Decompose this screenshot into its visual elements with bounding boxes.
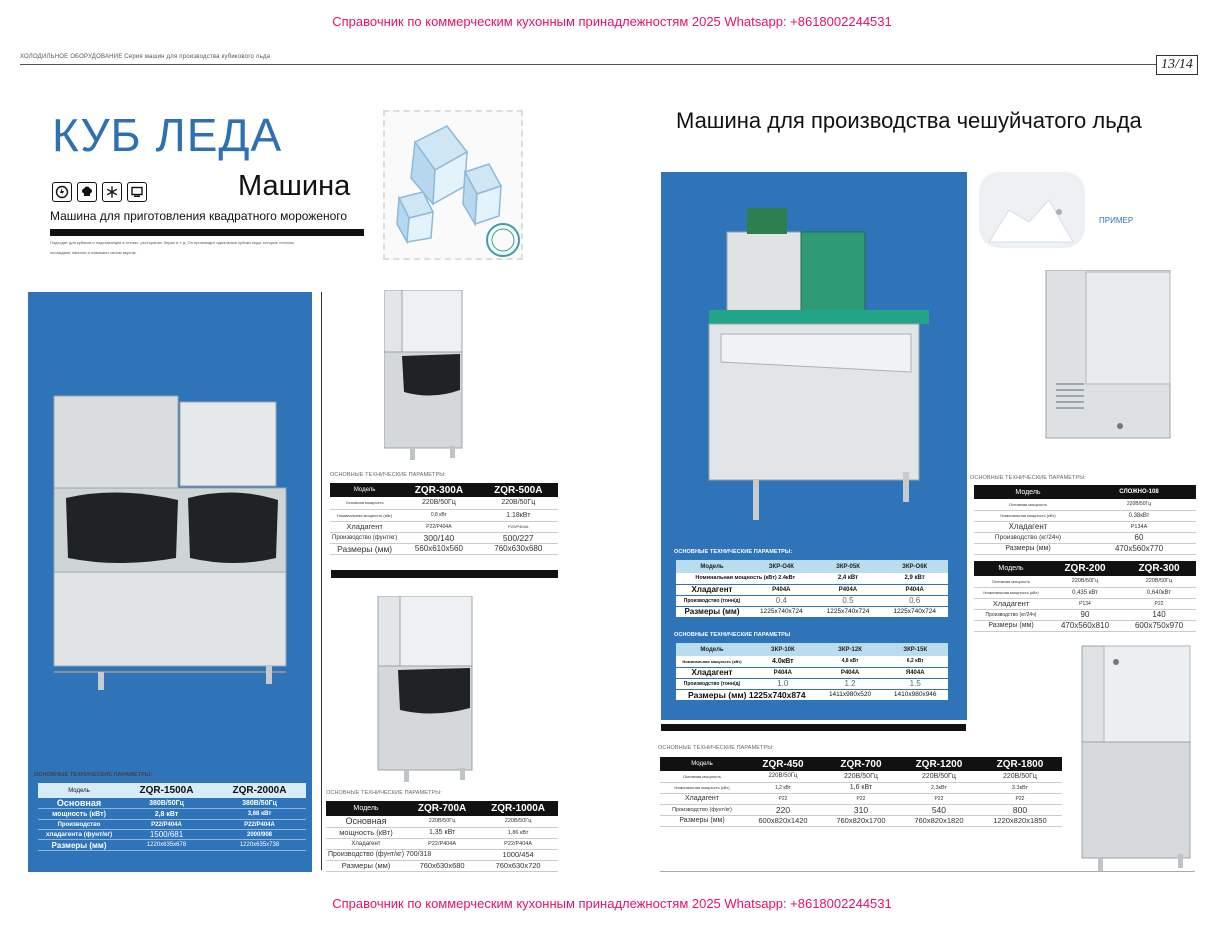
table-cell: 220В/50Гц <box>479 497 558 509</box>
tall-ice-machine-image <box>1078 644 1196 874</box>
table-cell: P134A <box>1082 521 1196 532</box>
feature-icons <box>52 182 147 202</box>
params-label-04k: ОСНОВНЫЕ ТЕХНИЧЕСКИЕ ПАРАМЕТРЫ: <box>674 549 793 555</box>
table-cell: 2,3кВт <box>900 782 978 793</box>
bottom-rule <box>660 871 1195 872</box>
spec-table-slozh <box>974 485 1196 555</box>
spec-table-04k <box>676 560 948 618</box>
table-cell: Производство (фунт/кг) <box>660 804 744 815</box>
header-zqr-450: ZQR-450 <box>744 757 822 771</box>
table-cell: 1411x980x520 <box>818 689 883 700</box>
table-cell: Хладагент <box>676 584 748 595</box>
table-cell: 1,35 кВт <box>406 827 478 838</box>
table-cell: 220В/50Гц <box>822 771 900 782</box>
ice-cubes-image <box>383 110 523 260</box>
table-cell: P22 <box>744 793 822 804</box>
table-cell: Размеры (мм) <box>326 860 406 871</box>
table-cell: 0.6 <box>881 595 948 606</box>
table-cell: 2,8 кВт <box>120 809 213 820</box>
table-cell: 1225x740x724 <box>748 606 815 617</box>
table-cell: 540 <box>900 804 978 815</box>
params-label-300: ОСНОВНЫЕ ТЕХНИЧЕСКИЕ ПАРАМЕТРЫ: <box>330 472 446 478</box>
table-cell: 1,6 кВт <box>822 782 900 793</box>
header-zkr-15k: ЗКР-15К <box>882 643 948 656</box>
table-cell: 0,8 кВт <box>399 509 478 521</box>
undercounter-ice-machine-image <box>1042 270 1172 444</box>
table-cell: Хладагент <box>330 521 399 532</box>
table-cell: Размеры (мм) <box>974 543 1082 554</box>
table-cell: 1.18кВт <box>479 509 558 521</box>
table-cell: 300/140 <box>399 532 478 543</box>
table-cell: P22 <box>900 793 978 804</box>
table-cell: Хладагент <box>660 793 744 804</box>
header-zqr-300a: ZQR-300A <box>399 483 478 497</box>
energy-saving-icon <box>52 182 72 202</box>
table-cell: 1225x740x724 <box>815 606 882 617</box>
table-cell: 140 <box>1122 609 1196 620</box>
header-zkr-04k: ЗКР-О4К <box>748 560 815 573</box>
table-cell: 760x820x1820 <box>900 815 978 826</box>
description-line-1: Подходит для кубиков и подстаканцев в отелях, ресторанах, барах и т. д. Он производит идеальные кубики льда, которые отлично <box>50 240 295 245</box>
spec-table-200 <box>974 561 1196 632</box>
table-cell: 1.5 <box>882 678 948 689</box>
header-zqr-2000a: ZQR-2000A <box>213 783 306 798</box>
left-subtitle: Машина для приготовления квадратного мороженого <box>50 209 348 223</box>
header-slozhno-108: СЛОЖНО-108 <box>1082 485 1196 499</box>
table-cell: 220В/50Гц <box>406 816 478 827</box>
table-cell: 4,8 кВт <box>818 656 883 667</box>
table-cell: 1225x740x724 <box>881 606 948 617</box>
header-zqr-700: ZQR-700 <box>822 757 900 771</box>
params-label-700: ОСНОВНЫЕ ТЕХНИЧЕСКИЕ ПАРАМЕТРЫ: <box>326 790 442 796</box>
header-zkr-06k: ЗКР-О6К <box>881 560 948 573</box>
table-cell: 220 <box>744 804 822 815</box>
table-cell: мощность (кВт) <box>38 809 120 820</box>
table-cell: Основная <box>38 798 120 809</box>
table-cell: P22/P404A <box>406 838 478 849</box>
table-cell: 1220x820x1850 <box>978 815 1062 826</box>
table-cell: Производство (кг/24ч) <box>974 609 1048 620</box>
table-cell: 4.0кВт <box>748 656 818 667</box>
table-cell: 1,2 кВт <box>744 782 822 793</box>
table-cell: P404A <box>815 584 882 595</box>
chef-hat-icon <box>77 182 97 202</box>
machine-word: Машина <box>238 170 351 202</box>
bottom-banner: Справочник по коммерческим кухонным принадлежностям 2025 Whatsapp: +8618002244531 <box>332 896 892 911</box>
table-cell: Размеры (мм) <box>676 606 748 617</box>
table-cell: P22/P404A <box>479 521 558 532</box>
table-cell: Номинальная мощность (кВт) 2.4кВт <box>676 573 815 584</box>
table-cell: Размеры (мм) 1225x740x874 <box>676 689 818 700</box>
header-model: Модель <box>974 561 1048 576</box>
table-cell: 1,86 кВт <box>478 827 558 838</box>
table-cell: 600x820x1420 <box>744 815 822 826</box>
compact-ice-machine-image <box>384 290 464 462</box>
table-cell: 2000/908 <box>213 830 306 840</box>
table-cell: Размеры (мм) <box>974 620 1048 631</box>
table-cell: Основная <box>326 816 406 827</box>
large-ice-machine-image <box>28 382 312 852</box>
header-model: Модель <box>676 560 748 573</box>
table-cell: 2,4 кВт <box>815 573 882 584</box>
spec-table-700 <box>326 801 558 872</box>
table-cell: Хладагент <box>974 598 1048 609</box>
params-label-10k: ОСНОВНЫЕ ТЕХНИЧЕСКИЕ ПАРАМЕТРЫ <box>674 632 791 638</box>
spec-table-10k <box>676 643 948 701</box>
header-divider <box>20 64 1196 65</box>
table-cell: P404A <box>881 584 948 595</box>
table-cell: 600x750x970 <box>1122 620 1196 631</box>
table-cell: 220В/50Гц <box>978 771 1062 782</box>
table-cell: 1410x980x946 <box>882 689 948 700</box>
snowflake-icon <box>102 182 122 202</box>
table-cell: P22 <box>822 793 900 804</box>
flake-ice-machine-image <box>661 172 967 542</box>
description-line-2: охлаждают напитки и освежают своим вкусом. <box>50 250 137 255</box>
table-cell: 560x610x560 <box>399 543 478 554</box>
table-cell: Производство (тонн/д) <box>676 595 748 606</box>
header-zkr-05k: ЗКР-05К <box>815 560 882 573</box>
table-cell: Производство <box>38 820 120 830</box>
table-separator-bar <box>331 570 558 578</box>
table-cell: 470x560x770 <box>1082 543 1196 554</box>
table-cell: Номинальная мощность (кВт) <box>676 656 748 667</box>
header-model: Модель <box>660 757 744 771</box>
table-cell: P22 <box>1122 598 1196 609</box>
table-cell: 3.3кВт <box>978 782 1062 793</box>
table-cell: Производство (фунт/кг) <box>330 532 399 543</box>
table-cell: 1.0 <box>748 678 818 689</box>
flake-ice-title: Машина для производства чешуйчатого льда <box>676 108 1142 133</box>
table-cell: 90 <box>1048 609 1122 620</box>
table-cell: Производство (кг/24ч) <box>974 532 1082 543</box>
table-cell: 1.2 <box>818 678 883 689</box>
table-cell: 1220x635x678 <box>120 840 213 851</box>
header-zqr-700a: ZQR-700A <box>406 801 478 816</box>
spec-table-1500 <box>38 783 306 851</box>
table-cell: Хладагент <box>676 667 748 678</box>
table-cell: 220В/50Гц <box>1122 576 1196 587</box>
table-cell: P404A <box>748 584 815 595</box>
table-cell: Основная мощность <box>974 576 1048 587</box>
header-model: Модель <box>326 801 406 816</box>
params-label-1500: ОСНОВНЫЕ ТЕХНИЧЕСКИЕ ПАРАМЕТРЫ: <box>34 772 153 778</box>
table-cell: Номинальная мощность (кВт) <box>974 587 1048 598</box>
table-cell: 0,435 кВт <box>1048 587 1122 598</box>
table-cell: Основная мощность <box>330 497 399 509</box>
table-cell: Производство (тонн/д) <box>676 678 748 689</box>
table-cell: 0.4 <box>748 595 815 606</box>
table-cell: 6,2 кВт <box>882 656 948 667</box>
table-cell: 220В/50Гц <box>399 497 478 509</box>
subtitle-bar <box>50 229 364 236</box>
header-zqr-300: ZQR-300 <box>1122 561 1196 576</box>
table-cell: P404A <box>748 667 818 678</box>
header-zqr-1200: ZQR-1200 <box>900 757 978 771</box>
table-cell: 0.38кВт <box>1082 510 1196 521</box>
table-cell: Производство (фунт/кг) 700/318 <box>326 849 478 860</box>
table-cell: 760x630x680 <box>406 860 478 871</box>
table-cell: P22/P404A <box>399 521 478 532</box>
table-cell: 310 <box>822 804 900 815</box>
table-cell: 1000/454 <box>478 849 558 860</box>
table-cell: 220В/50Гц <box>900 771 978 782</box>
table-cell: 1220x635x738 <box>213 840 306 851</box>
table-cell: 220В/50Гц <box>1048 576 1122 587</box>
header-zkr-10k: ЗКР-10К <box>748 643 818 656</box>
header-zqr-1000a: ZQR-1000A <box>478 801 558 816</box>
header-model: Модель <box>38 783 120 798</box>
table-cell: мощность (кВт) <box>326 827 406 838</box>
table-cell: 760x820x1700 <box>822 815 900 826</box>
table-cell: Номинальная мощность (кВт) <box>974 510 1082 521</box>
table-cell: Хладагент <box>326 838 406 849</box>
control-panel-icon <box>127 182 147 202</box>
section-header: ХОЛОДИЛЬНОЕ ОБОРУДОВАНИЕ Серия машин для производства кубикового льда <box>20 54 271 60</box>
top-banner: Справочник по коммерческим кухонным принадлежностям 2025 Whatsapp: +8618002244531 <box>332 14 892 29</box>
sample-flake-ice-image <box>979 172 1085 248</box>
spec-table-300 <box>330 483 558 555</box>
header-zkr-12k: ЗКР-12К <box>818 643 883 656</box>
table-cell: Размеры (мм) <box>660 815 744 826</box>
table-cell: P22/P404A <box>213 820 306 830</box>
spec-table-450 <box>660 757 1062 827</box>
table-cell: 0.5 <box>815 595 882 606</box>
sample-label: ПРИМЕР <box>1099 216 1134 225</box>
header-zqr-1800: ZQR-1800 <box>978 757 1062 771</box>
table-cell: 2,9 кВт <box>881 573 948 584</box>
table-cell: 220В/50Гц <box>744 771 822 782</box>
header-zqr-1500a: ZQR-1500A <box>120 783 213 798</box>
table-cell: Основная мощность <box>660 771 744 782</box>
table-cell: P22/P404A <box>120 820 213 830</box>
column-divider <box>321 292 322 870</box>
medium-ice-machine-image <box>374 596 474 784</box>
table-cell: 800 <box>978 804 1062 815</box>
table-cell: P22 <box>978 793 1062 804</box>
table-cell: Размеры (мм) <box>38 840 120 851</box>
header-zqr-500a: ZQR-500A <box>479 483 558 497</box>
header-zqr-200: ZQR-200 <box>1048 561 1122 576</box>
header-model: Модель <box>330 483 399 497</box>
header-model: Модель <box>974 485 1082 499</box>
table-cell: 60 <box>1082 532 1196 543</box>
table-cell: 1500/681 <box>120 830 213 840</box>
table-cell: Номинальная мощность (кВт) <box>330 509 399 521</box>
table-cell: Номинальная мощность (кВт) <box>660 782 744 793</box>
params-label-450: ОСНОВНЫЕ ТЕХНИЧЕСКИЕ ПАРАМЕТРЫ: <box>658 745 774 751</box>
table-cell: 0,640кВт <box>1122 587 1196 598</box>
table-cell: 470x560x810 <box>1048 620 1122 631</box>
table-cell: 380В/50Гц <box>213 798 306 809</box>
table-cell: Основная мощность <box>974 499 1082 510</box>
table-cell: 380В/50Гц <box>120 798 213 809</box>
params-label-slozh: ОСНОВНЫЕ ТЕХНИЧЕСКИЕ ПАРАМЕТРЫ: <box>970 475 1086 481</box>
table-cell: 220В/50Гц <box>1082 499 1196 510</box>
cube-ice-title: КУБ ЛЕДА <box>52 109 283 161</box>
table-cell: P134 <box>1048 598 1122 609</box>
table-cell: 220В/50Гц <box>478 816 558 827</box>
table-cell: P22/P404A <box>478 838 558 849</box>
table-cell: 3,68 кВт <box>213 809 306 820</box>
table-cell: 760x630x680 <box>479 543 558 554</box>
page-number: 13/14 <box>1156 55 1198 75</box>
table-cell: Размеры (мм) <box>330 543 399 554</box>
table-cell: 500/227 <box>479 532 558 543</box>
table-cell: хладагента (фунт/кг) <box>38 830 120 840</box>
right-separator-bar <box>661 724 966 731</box>
header-model: Модель <box>676 643 748 656</box>
table-cell: Хладагент <box>974 521 1082 532</box>
table-cell: 760x630x720 <box>478 860 558 871</box>
table-cell: P404A <box>818 667 883 678</box>
table-cell: Я404А <box>882 667 948 678</box>
